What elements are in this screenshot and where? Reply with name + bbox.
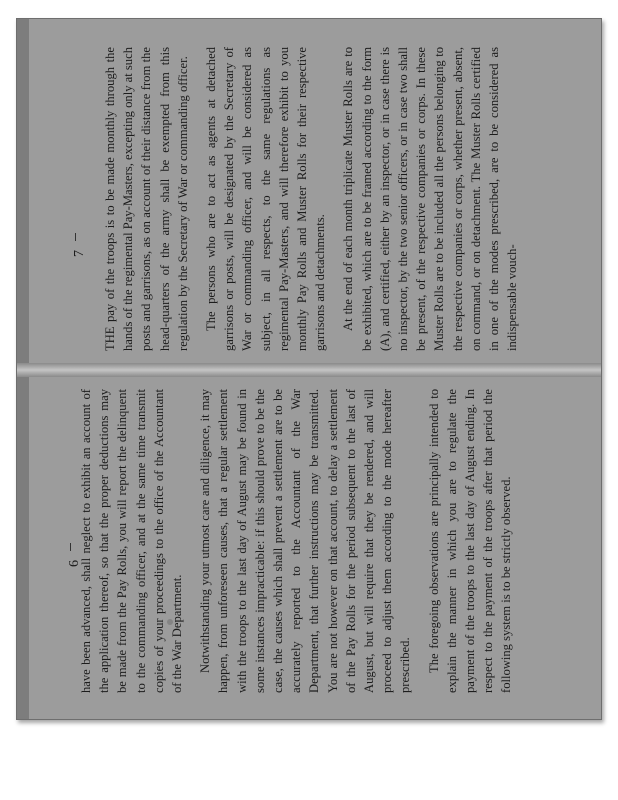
folio-rule: [70, 543, 71, 551]
page-7-paragraph-3: At the end of each month triplicate Muster Rolls are to be exhibited, which are to be framed according to the form (A), and certified, either by an inspector, or in case there is no inspector, by the two senior officers, or in case two shall be present, of the respective companies or corps. In these Muster Rolls are to be included all the persons belonging to the respective companies or corps, whether present, absent, on command, or on detachment. The Muster Rolls certified in one of the modes prescribed, are to be considered as indispensable vouch-: [341, 47, 520, 351]
page-number-7: 7: [72, 250, 87, 257]
page-6-paragraph-1: have been advanced, shall neglect to exhibit an account of the application thereof, so that the proper deductions may be made from the Pay Rolls, you will report the delinquent to the commanding officer, and at the same time transmit copies of your proceedings to the office of the Accountant of the War Department.: [79, 389, 185, 693]
folio-rule: [75, 233, 76, 241]
page-number-6: 6: [67, 560, 82, 567]
page-6-paragraph-2: Notwithstanding your utmost care and diligence, it may happen, from unforeseen causes, that a regular settlement with the troops to the last day of August may be found in some instances impracticable: if this should prove to be the case, the causes which shall prevent a settlement are to be accurately reported to the Accountant of the War Department, that further instructions may be transmitted. You are not however on that account, to delay a settlement of the Pay Rolls for the period subsequent to the last of August, but will require that they be rendered, and will proceed to adjust them according to the mode hereafter prescribed.: [198, 389, 413, 693]
page-7-paragraph-1: THE pay of the troops is to be made monthly through the hands of the regimental Pay-Masters, excepting only at such posts and garrisons, as on account of their distance from the head-quarters of the army shall be exempted from this regulation by the Secretary of War or commanding officer.: [103, 47, 190, 351]
page-7-paragraph-2: The persons who are to act as agents at detached garrisons or posts, will be designated by the Secretary of War or commanding officer, and will be considered as subject, in all respects, to the same regulations as regimental Pay-Masters, and will therefore exhibit to you monthly Pay Rolls and Muster Rolls for their respective garrisons and detachments.: [204, 47, 328, 351]
page-6-paragraph-3: The foregoing observations are principally intended to explain the manner in which you are to regulate the payment of the troops to the last day of August ending. In respect to the payment of the troops after that period the following system is to be strictly observed.: [426, 389, 514, 693]
page-6-text: [77, 389, 526, 693]
book-gutter: [17, 363, 601, 377]
page-7-text: [101, 47, 531, 351]
open-book-spread: [16, 18, 602, 720]
